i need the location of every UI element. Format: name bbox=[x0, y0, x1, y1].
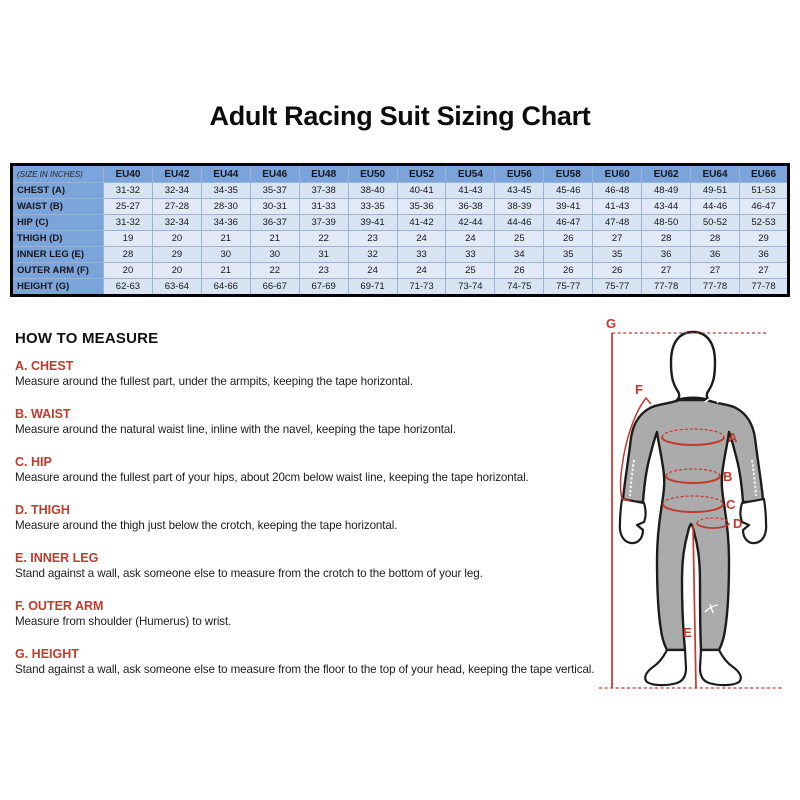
size-cell: 31-32 bbox=[104, 215, 153, 231]
size-cell: 43-44 bbox=[642, 199, 691, 215]
row-label: WAIST (B) bbox=[12, 199, 104, 215]
size-table-body bbox=[12, 183, 789, 296]
size-cell: 66-67 bbox=[250, 279, 299, 296]
row-label: INNER LEG (E) bbox=[12, 247, 104, 263]
size-cell: 23 bbox=[299, 263, 348, 279]
column-header-eu52: EU52 bbox=[397, 165, 446, 183]
inner-leg-line bbox=[693, 525, 696, 688]
size-cell: 48-50 bbox=[642, 215, 691, 231]
figure-label-e: E bbox=[683, 625, 692, 640]
boot-left bbox=[645, 650, 686, 685]
size-cell: 20 bbox=[152, 231, 201, 247]
size-cell: 44-46 bbox=[495, 215, 544, 231]
measure-item-text: Measure around the natural waist line, inline with the navel, keeping the tape horizontal. bbox=[15, 423, 456, 436]
size-cell: 47-48 bbox=[593, 215, 642, 231]
table-row bbox=[12, 263, 789, 279]
size-cell: 26 bbox=[495, 263, 544, 279]
size-cell: 71-73 bbox=[397, 279, 446, 296]
measure-item-label: F. OUTER ARM bbox=[15, 599, 104, 613]
measure-item-outer-arm bbox=[15, 599, 605, 629]
size-cell: 31-33 bbox=[299, 199, 348, 215]
measure-item-label: G. HEIGHT bbox=[15, 647, 79, 661]
size-cell: 40-41 bbox=[397, 183, 446, 199]
table-row bbox=[12, 247, 789, 263]
size-cell: 41-43 bbox=[446, 183, 495, 199]
size-cell: 21 bbox=[201, 263, 250, 279]
table-unit-note: (SIZE IN INCHES) bbox=[12, 165, 104, 183]
size-cell: 26 bbox=[544, 231, 593, 247]
size-cell: 28 bbox=[642, 231, 691, 247]
how-to-measure-section bbox=[15, 330, 605, 695]
size-cell: 46-47 bbox=[739, 199, 788, 215]
size-cell: 31-32 bbox=[104, 183, 153, 199]
size-cell: 27 bbox=[593, 231, 642, 247]
measure-item-hip bbox=[15, 455, 605, 485]
table-row bbox=[12, 215, 789, 231]
size-cell: 52-53 bbox=[739, 215, 788, 231]
measure-item-text: Measure around the fullest part of your hips, about 20cm below waist line, keeping the tape horizontal. bbox=[15, 471, 529, 484]
table-row bbox=[12, 231, 789, 247]
row-label: HEIGHT (G) bbox=[12, 279, 104, 296]
size-cell: 36-38 bbox=[446, 199, 495, 215]
measure-item-label: C. HIP bbox=[15, 455, 52, 469]
measurement-figure bbox=[593, 312, 793, 702]
size-cell: 27 bbox=[739, 263, 788, 279]
size-cell: 67-69 bbox=[299, 279, 348, 296]
measure-item-label: E. INNER LEG bbox=[15, 551, 99, 565]
size-cell: 25-27 bbox=[104, 199, 153, 215]
table-row bbox=[12, 199, 789, 215]
size-cell: 21 bbox=[250, 231, 299, 247]
size-cell: 22 bbox=[299, 231, 348, 247]
column-header-eu54: EU54 bbox=[446, 165, 495, 183]
size-cell: 32-34 bbox=[152, 183, 201, 199]
size-cell: 44-46 bbox=[691, 199, 740, 215]
measure-item-waist bbox=[15, 407, 605, 437]
table-row bbox=[12, 183, 789, 199]
measure-item-label: A. CHEST bbox=[15, 359, 74, 373]
size-cell: 39-41 bbox=[348, 215, 397, 231]
column-header-eu46: EU46 bbox=[250, 165, 299, 183]
size-table bbox=[10, 163, 790, 297]
size-cell: 34 bbox=[495, 247, 544, 263]
size-cell: 35-36 bbox=[397, 199, 446, 215]
glove-right bbox=[741, 499, 767, 543]
size-cell: 32-34 bbox=[152, 215, 201, 231]
size-cell: 34-35 bbox=[201, 183, 250, 199]
row-label: THIGH (D) bbox=[12, 231, 104, 247]
size-cell: 35-37 bbox=[250, 183, 299, 199]
column-header-eu48: EU48 bbox=[299, 165, 348, 183]
size-cell: 32 bbox=[348, 247, 397, 263]
figure-label-f: F bbox=[635, 382, 643, 397]
measure-item-thigh bbox=[15, 503, 605, 533]
size-cell: 48-49 bbox=[642, 183, 691, 199]
size-cell: 24 bbox=[446, 231, 495, 247]
size-cell: 27 bbox=[691, 263, 740, 279]
size-cell: 28-30 bbox=[201, 199, 250, 215]
size-cell: 49-51 bbox=[691, 183, 740, 199]
size-cell: 69-71 bbox=[348, 279, 397, 296]
size-cell: 28 bbox=[104, 247, 153, 263]
size-cell: 24 bbox=[397, 263, 446, 279]
measure-item-text: Measure around the thigh just below the crotch, keeping the tape horizontal. bbox=[15, 519, 398, 532]
size-cell: 50-52 bbox=[691, 215, 740, 231]
size-cell: 26 bbox=[544, 263, 593, 279]
size-cell: 64-66 bbox=[201, 279, 250, 296]
head bbox=[671, 332, 715, 400]
size-cell: 75-77 bbox=[544, 279, 593, 296]
size-cell: 29 bbox=[152, 247, 201, 263]
size-cell: 74-75 bbox=[495, 279, 544, 296]
column-header-eu42: EU42 bbox=[152, 165, 201, 183]
size-cell: 33 bbox=[446, 247, 495, 263]
row-label: OUTER ARM (F) bbox=[12, 263, 104, 279]
column-header-eu40: EU40 bbox=[104, 165, 153, 183]
size-cell: 24 bbox=[348, 263, 397, 279]
size-cell: 62-63 bbox=[104, 279, 153, 296]
size-cell: 33-35 bbox=[348, 199, 397, 215]
table-row bbox=[12, 279, 789, 296]
measure-item-height bbox=[15, 647, 605, 677]
size-cell: 38-40 bbox=[348, 183, 397, 199]
column-header-eu64: EU64 bbox=[691, 165, 740, 183]
size-cell: 19 bbox=[104, 231, 153, 247]
row-label: CHEST (A) bbox=[12, 183, 104, 199]
column-header-eu62: EU62 bbox=[642, 165, 691, 183]
size-cell: 46-47 bbox=[544, 215, 593, 231]
figure-label-g: G bbox=[606, 316, 617, 331]
size-cell: 26 bbox=[593, 263, 642, 279]
size-cell: 42-44 bbox=[446, 215, 495, 231]
column-header-eu56: EU56 bbox=[495, 165, 544, 183]
size-cell: 77-78 bbox=[642, 279, 691, 296]
size-cell: 37-39 bbox=[299, 215, 348, 231]
column-header-eu66: EU66 bbox=[739, 165, 788, 183]
column-header-eu50: EU50 bbox=[348, 165, 397, 183]
size-cell: 36 bbox=[642, 247, 691, 263]
measure-item-text: Measure around the fullest part, under the armpits, keeping the tape horizontal. bbox=[15, 375, 414, 388]
size-cell: 35 bbox=[593, 247, 642, 263]
size-cell: 77-78 bbox=[691, 279, 740, 296]
size-cell: 63-64 bbox=[152, 279, 201, 296]
size-cell: 27 bbox=[642, 263, 691, 279]
size-cell: 25 bbox=[495, 231, 544, 247]
size-cell: 24 bbox=[397, 231, 446, 247]
size-cell: 75-77 bbox=[593, 279, 642, 296]
size-cell: 21 bbox=[201, 231, 250, 247]
size-cell: 29 bbox=[739, 231, 788, 247]
boot-right bbox=[700, 650, 741, 685]
column-header-eu58: EU58 bbox=[544, 165, 593, 183]
column-header-eu60: EU60 bbox=[593, 165, 642, 183]
size-table-head bbox=[12, 165, 789, 183]
measure-item-text: Stand against a wall, ask someone else to measure from the crotch to the bottom of your leg. bbox=[15, 567, 483, 580]
size-cell: 37-38 bbox=[299, 183, 348, 199]
size-cell: 45-46 bbox=[544, 183, 593, 199]
measure-item-text: Measure from shoulder (Humerus) to wrist. bbox=[15, 615, 232, 628]
size-cell: 73-74 bbox=[446, 279, 495, 296]
figure-label-c: C bbox=[726, 497, 736, 512]
size-cell: 30 bbox=[250, 247, 299, 263]
size-cell: 51-53 bbox=[739, 183, 788, 199]
size-cell: 23 bbox=[348, 231, 397, 247]
size-cell: 22 bbox=[250, 263, 299, 279]
size-cell: 46-48 bbox=[593, 183, 642, 199]
figure-label-b: B bbox=[723, 469, 733, 484]
glove-left bbox=[620, 499, 646, 543]
size-cell: 20 bbox=[152, 263, 201, 279]
size-cell: 25 bbox=[446, 263, 495, 279]
size-cell: 33 bbox=[397, 247, 446, 263]
row-label: HIP (C) bbox=[12, 215, 104, 231]
size-cell: 27-28 bbox=[152, 199, 201, 215]
measure-item-chest bbox=[15, 359, 605, 389]
size-cell: 35 bbox=[544, 247, 593, 263]
size-cell: 38-39 bbox=[495, 199, 544, 215]
size-cell: 39-41 bbox=[544, 199, 593, 215]
measure-item-label: D. THIGH bbox=[15, 503, 70, 517]
size-cell: 31 bbox=[299, 247, 348, 263]
page-title: Adult Racing Suit Sizing Chart bbox=[209, 101, 591, 131]
figure-label-a: A bbox=[728, 430, 738, 445]
size-cell: 36 bbox=[691, 247, 740, 263]
measure-item-label: B. WAIST bbox=[15, 407, 71, 421]
measure-item-inner-leg bbox=[15, 551, 605, 581]
size-cell: 20 bbox=[104, 263, 153, 279]
figure-label-d: D bbox=[733, 516, 743, 531]
size-cell: 36 bbox=[739, 247, 788, 263]
size-cell: 34-36 bbox=[201, 215, 250, 231]
column-header-eu44: EU44 bbox=[201, 165, 250, 183]
how-to-measure-heading: HOW TO MEASURE bbox=[15, 330, 159, 347]
size-cell: 43-45 bbox=[495, 183, 544, 199]
size-cell: 36-37 bbox=[250, 215, 299, 231]
size-cell: 30-31 bbox=[250, 199, 299, 215]
size-cell: 41-42 bbox=[397, 215, 446, 231]
size-cell: 30 bbox=[201, 247, 250, 263]
size-cell: 77-78 bbox=[739, 279, 788, 296]
measure-item-text: Stand against a wall, ask someone else to measure from the floor to the top of your head, keeping the tape vertical. bbox=[15, 663, 595, 676]
size-cell: 41-43 bbox=[593, 199, 642, 215]
size-cell: 28 bbox=[691, 231, 740, 247]
